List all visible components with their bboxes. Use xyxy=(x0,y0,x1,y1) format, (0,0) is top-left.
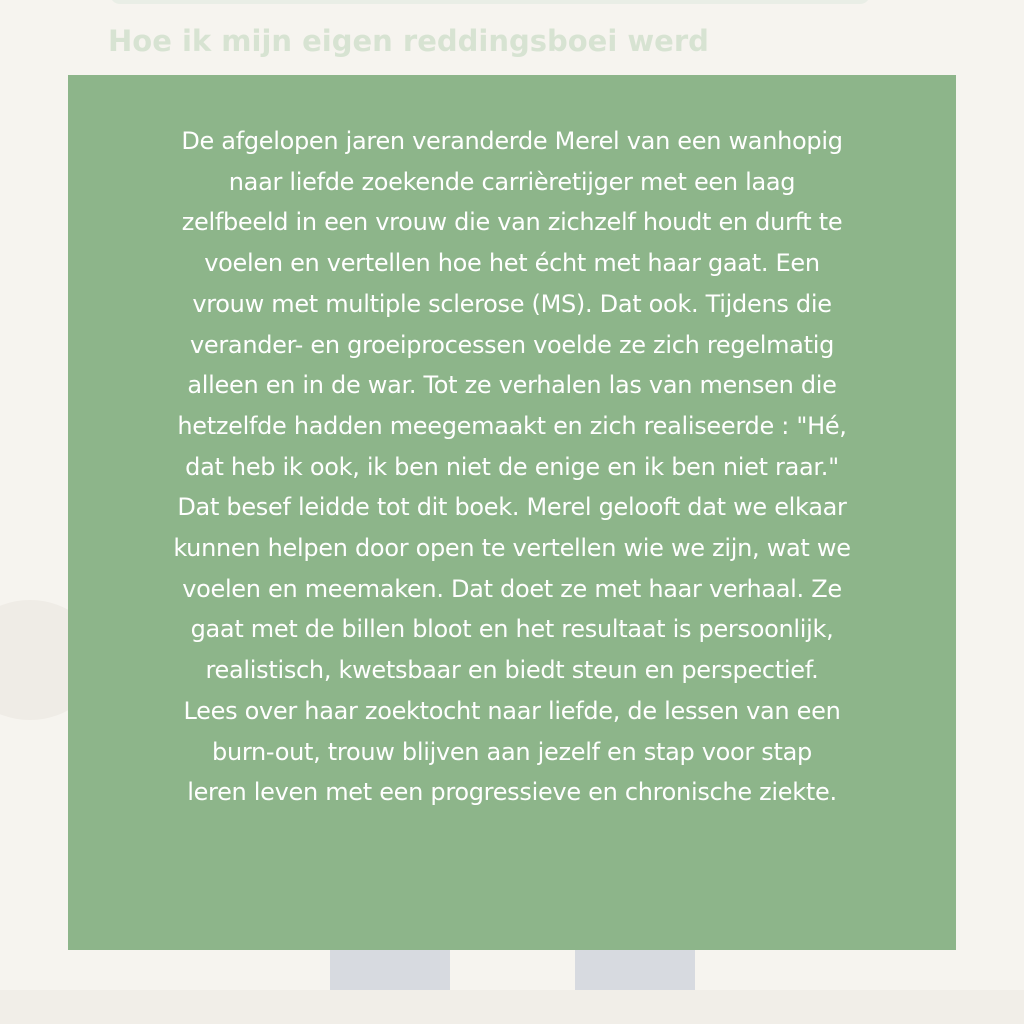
description-line: dat heb ik ook, ik ben niet de enige en ik ben niet raar." xyxy=(185,452,839,481)
description-line: naar liefde zoekende carrièretijger met een laag xyxy=(228,167,796,196)
description-line: hetzelfde hadden meegemaakt en zich realiseerde : "Hé, xyxy=(177,411,847,440)
description-line: voelen en vertellen hoe het écht met haar gaat. Een xyxy=(204,249,820,278)
description-line: Lees over haar zoektocht naar liefde, de lessen van een xyxy=(183,696,841,725)
description-line: De afgelopen jaren veranderde Merel van een wanhopig xyxy=(181,127,843,155)
description-line: vrouw met multiple sclerose (MS). Dat ook. Tijdens die xyxy=(192,289,832,318)
description-line: leren leven met een progressieve en chronische ziekte. xyxy=(187,778,837,807)
description-line: kunnen helpen door open te vertellen wie we zijn, wat we xyxy=(173,534,851,563)
background-floor xyxy=(0,990,1024,1024)
description-line: gaat met de billen bloot en het resultaat is persoonlijk, xyxy=(190,615,834,644)
description-line: voelen en meemaken. Dat doet ze met haar verhaal. Ze xyxy=(182,574,842,603)
description-line: Dat besef leidde tot dit boek. Merel gelooft dat we elkaar xyxy=(177,493,847,522)
faded-title-remnant xyxy=(110,0,870,4)
description-line: alleen en in de war. Tot ze verhalen las van mensen die xyxy=(187,371,837,400)
description-line: realistisch, kwetsbaar en biedt steun en perspectief. xyxy=(205,656,819,685)
description-line: verander- en groeiprocessen voelde ze zich regelmatig xyxy=(189,330,835,359)
faded-subtitle: Hoe ik mijn eigen reddingsboei werd xyxy=(108,24,709,58)
description-line: burn-out, trouw blijven aan jezelf en stap voor stap xyxy=(212,737,812,766)
description-line: zelfbeeld in een vrouw die van zichzelf houdt en durft te xyxy=(181,208,843,237)
book-description xyxy=(110,121,914,813)
